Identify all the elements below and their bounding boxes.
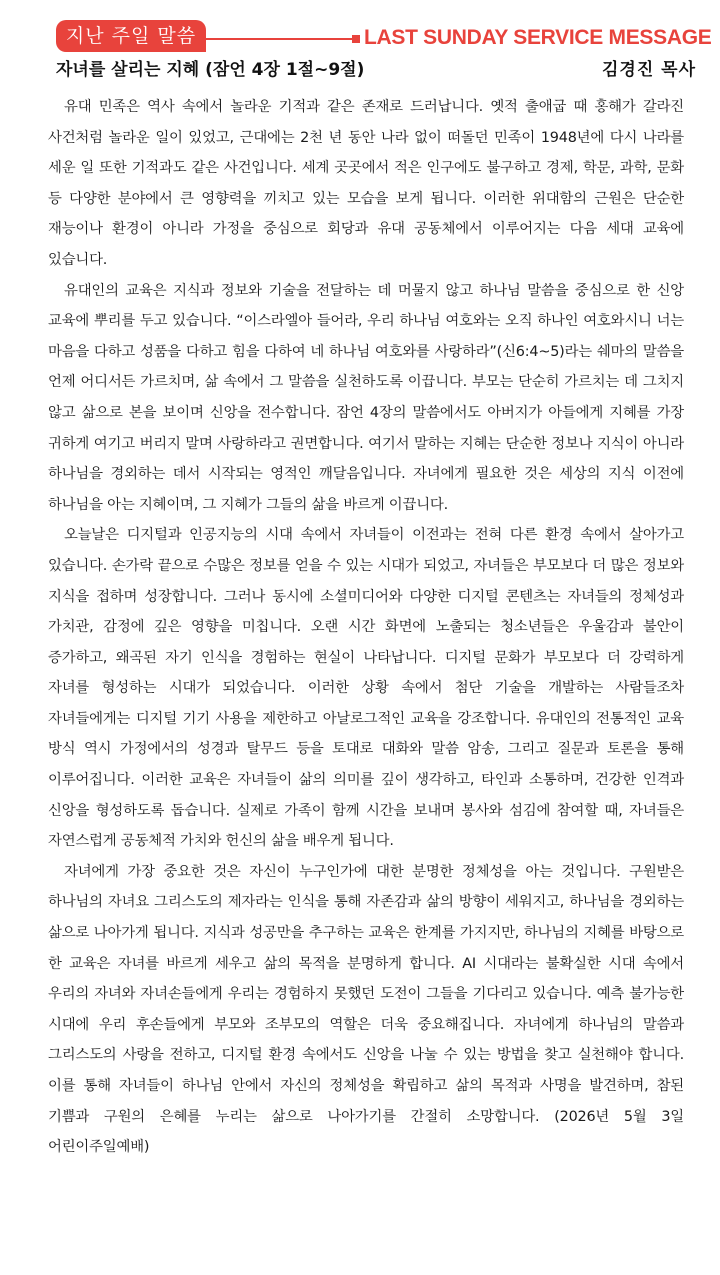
paragraph: 자녀에게 가장 중요한 것은 자신이 누구인가에 대한 분명한 정체성을 아는 것입니다. 구원받은 하나님의 자녀요 그리스도의 제자라는 인식을 통해 자존감과 삶의 방향이 세워지고, 하나님을 경외하는 삶으로 나아가게 됩니다. 지식과 성공만을 추구하는 교육은 한계를 가지지만, 하나님의 지혜를 바탕으로 한 교육은 자녀를 바르게 세우고 삶의 목적을 분명하게 합니다. AI 시대라는 불확실한 시대 속에서 우리의 자녀와 자녀손들에게 우리는 경험하지 못했던 도전이 그들을 기다리고 있습니다. 예측 불가능한 시대에 우리 후손들에게 부모와 조부모의 역할은 더욱 중요해집니다. 자녀에게 하나님의 말씀과 그리스도의 사랑을 전하고, 디지털 환경 속에서도 신앙을 나눌 수 있는 방법을 찾고 실천해야 합니다. 이를 통해 자녀들이 하나님 안에서 자신의 정체성을 확립하고 삶의 목적과 사명을 발견하며, 참된 기쁨과 구원의 은혜를 누리는 삶으로 나아가기를 간절히 소망합니다. (2026년 5월 3일 어린이주일예배) bbox=[48, 863, 684, 1156]
paragraph: 오늘날은 디지털과 인공지능의 시대 속에서 자녀들이 이전과는 전혀 다른 환경 속에서 살아가고 있습니다. 손가락 끝으로 수많은 정보를 얻을 수 있는 시대가 되었고, 자녀들은 부모보다 더 많은 정보와 지식을 접하며 성장합니다. 그러나 동시에 소셜미디어와 다양한 디지털 콘텐츠는 자녀들의 정체성과 가치관, 감정에 깊은 영향을 미칩니다. 오랜 시간 화면에 노출되는 청소년들은 우울감과 불안이 증가하고, 왜곡된 자기 인식을 경험하는 현실이 나타납니다. 디지털 문화가 부모보다 더 강력하게 자녀를 형성하는 시대가 되었습니다. 이러한 상황 속에서 첨단 기술을 개발하는 사람들조차 자녀들에게는 디지털 기기 사용을 제한하고 아날로그적인 교육을 강조합니다. 유대인의 전통적인 교육 방식 역시 가정에서의 성경과 탈무드 등을 토대로 대화와 말씀 암송, 그리고 질문과 토론을 통해 이루어집니다. 이러한 교육은 자녀들이 삶의 의미를 깊이 생각하고, 타인과 소통하며, 건강한 인격과 신앙을 형성하도록 돕습니다. 실제로 가족이 함께 시간을 보내며 봉사와 섬김에 참여할 때, 자녀들은 자연스럽게 공동체적 가치와 헌신의 삶을 배우게 됩니다. bbox=[48, 527, 684, 850]
paragraph: 유대 민족은 역사 속에서 놀라운 기적과 같은 존재로 드러납니다. 옛적 출애굽 때 홍해가 갈라진 사건처럼 놀라운 일이 있었고, 근대에는 2천 년 동안 나라 없이 떠돌던 민족이 1948년에 다시 나라를 세운 일 또한 기적과도 같은 사건입니다. 세계 곳곳에서 적은 인구에도 불구하고 경제, 학문, 과학, 문화 등 다양한 분야에서 큰 영향력을 끼치고 있는 모습을 보게 됩니다. 이러한 위대함의 근원은 단순한 재능이나 환경이 아니라 가정을 중심으로 회당과 유대 공동체에서 이루어지는 다음 세대 교육에 있습니다. bbox=[48, 99, 684, 268]
sermon-info bbox=[56, 56, 696, 86]
sermon-body bbox=[48, 92, 684, 1163]
header-rule bbox=[206, 38, 356, 40]
english-section-title: LAST SUNDAY SERVICE MESSAGE bbox=[364, 26, 712, 49]
sermon-title: 자녀를 살리는 지혜 (잠언 4장 1절~9절) bbox=[56, 60, 365, 80]
paragraph: 유대인의 교육은 지식과 정보와 기술을 전달하는 데 머물지 않고 하나님 말씀을 중심으로 한 신앙 교육에 뿌리를 두고 있습니다. “이스라엘아 들어라, 우리 하나님 여호와는 오직 하나인 여호와시니 너는 마음을 다하고 성품을 다하고 힘을 다하여 네 하나님 여호와를 사랑하라”(신6:4~5)라는 쉐마의 말씀을 언제 어디서든 가르치며, 삶 속에서 그 말씀을 실천하도록 이끕니다. 부모는 단순히 가르치는 데 그치지 않고 삶으로 본을 보이며 신앙을 전수합니다. 잠언 4장의 말씀에서도 아버지가 아들에게 지혜를 가장 귀하게 여기고 버리지 말며 사랑하라고 권면합니다. 여기서 말하는 지혜는 단순한 정보나 지식이 아니라 하나님을 경외하는 데서 시작되는 영적인 깨달음입니다. 자녀에게 필요한 것은 세상의 지식 이전에 하나님을 아는 지혜이며, 그 지혜가 그들의 삶을 바르게 이끕니다. bbox=[48, 282, 684, 513]
header-rule-end-square bbox=[352, 35, 360, 43]
preacher-name: 김경진 목사 bbox=[601, 60, 696, 80]
section-tag: 지난 주일 말씀 bbox=[56, 20, 206, 52]
section-header bbox=[56, 20, 712, 56]
